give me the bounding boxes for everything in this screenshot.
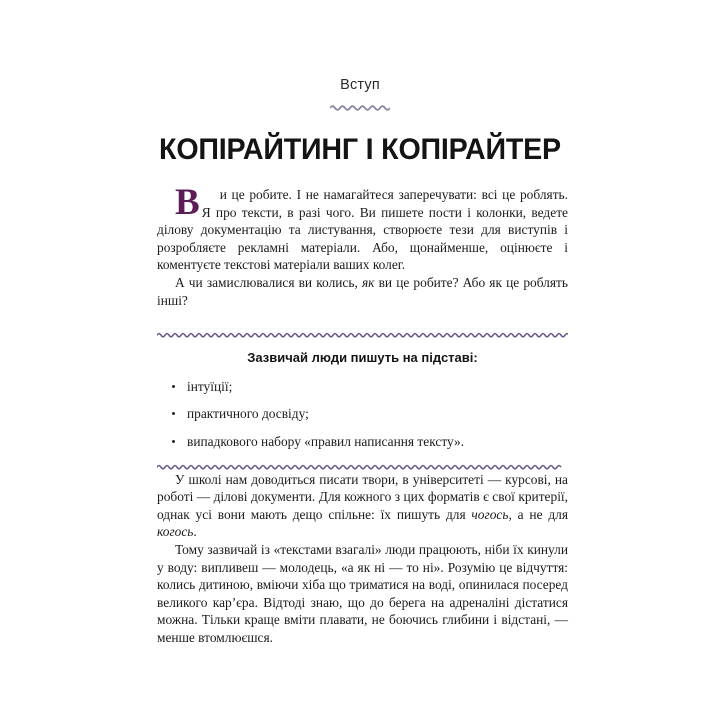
list-item [157, 378, 568, 396]
callout-list [157, 378, 568, 451]
list-item-label: практичного досвіду; [187, 406, 309, 422]
wavy-line-icon [157, 331, 568, 339]
list-item [157, 433, 568, 451]
paragraph-question-emphasis: як [361, 274, 375, 290]
paragraph-question-part2: ви це робите? Або як це роблять інші? [157, 274, 568, 308]
callout-heading: Зазвичай люди пишуть на підставі: [247, 350, 478, 366]
paragraph-intro [157, 182, 568, 274]
chapter-label: Вступ [340, 77, 380, 93]
callout-box [157, 331, 568, 470]
paragraph-school-part1: У школі нам доводиться писати твори, в університеті — курсові, на роботі — ділові документи. Для кожного з цих форматів є свої критерії, однак усі вони мають дещо спільне: їх пишуть для [157, 471, 568, 522]
list-item-label: інтуїції; [187, 378, 233, 394]
paragraph-school-part2: , а не для [508, 506, 568, 522]
page-header [0, 0, 720, 166]
bullet-icon [172, 412, 175, 415]
content-column [157, 182, 568, 646]
list-item-label: випадкового набору «правил написання тексту». [187, 433, 465, 449]
wavy-line-icon [330, 103, 390, 112]
paragraph-question [157, 274, 568, 309]
page-title: КОПІРАЙТИНГ І КОПІРАЙТЕР [159, 132, 561, 166]
paragraph-school-part3: . [193, 524, 197, 540]
paragraph-school-emphasis-1: чогось [471, 506, 509, 522]
wavy-line-icon [157, 463, 568, 471]
paragraph-question-part1: А чи замислювалися ви колись, [175, 274, 362, 290]
paragraph-intro-text: и це робите. І не намагайтеся заперечувати: всі це роблять. Я про тексти, в разі чого. Ви пишете пости і колонки, ведете ділову документацію та листування, створюєте тези для виступів і розробляєте рекламні матеріали. Або, щонайменше, оцінюєте і коментуєте текстові матеріали ваших колег. [157, 187, 568, 273]
paragraph-water [157, 541, 568, 647]
bullet-icon [172, 440, 175, 443]
paragraph-school-emphasis-2: когось [157, 524, 194, 540]
drop-cap: В [175, 182, 200, 223]
bullet-icon [172, 385, 175, 388]
paragraph-school [157, 471, 568, 541]
list-item [157, 405, 568, 423]
paragraph-water-text: Тому зазвичай із «текстами взагалі» люди працюють, ніби їх кинули у воду: випливеш — молодець, «а як ні — то ні». Розумію це відчуття: колись дитиною, вміючи хіба що триматися на воді, опинилася посеред великого кар’єра. Відтоді знаю, що до берега на адреналіні дістатися можна. Тільки краще вміти плавати, не боючись глибини і відстані, — менше втомлюєшся. [157, 541, 568, 645]
